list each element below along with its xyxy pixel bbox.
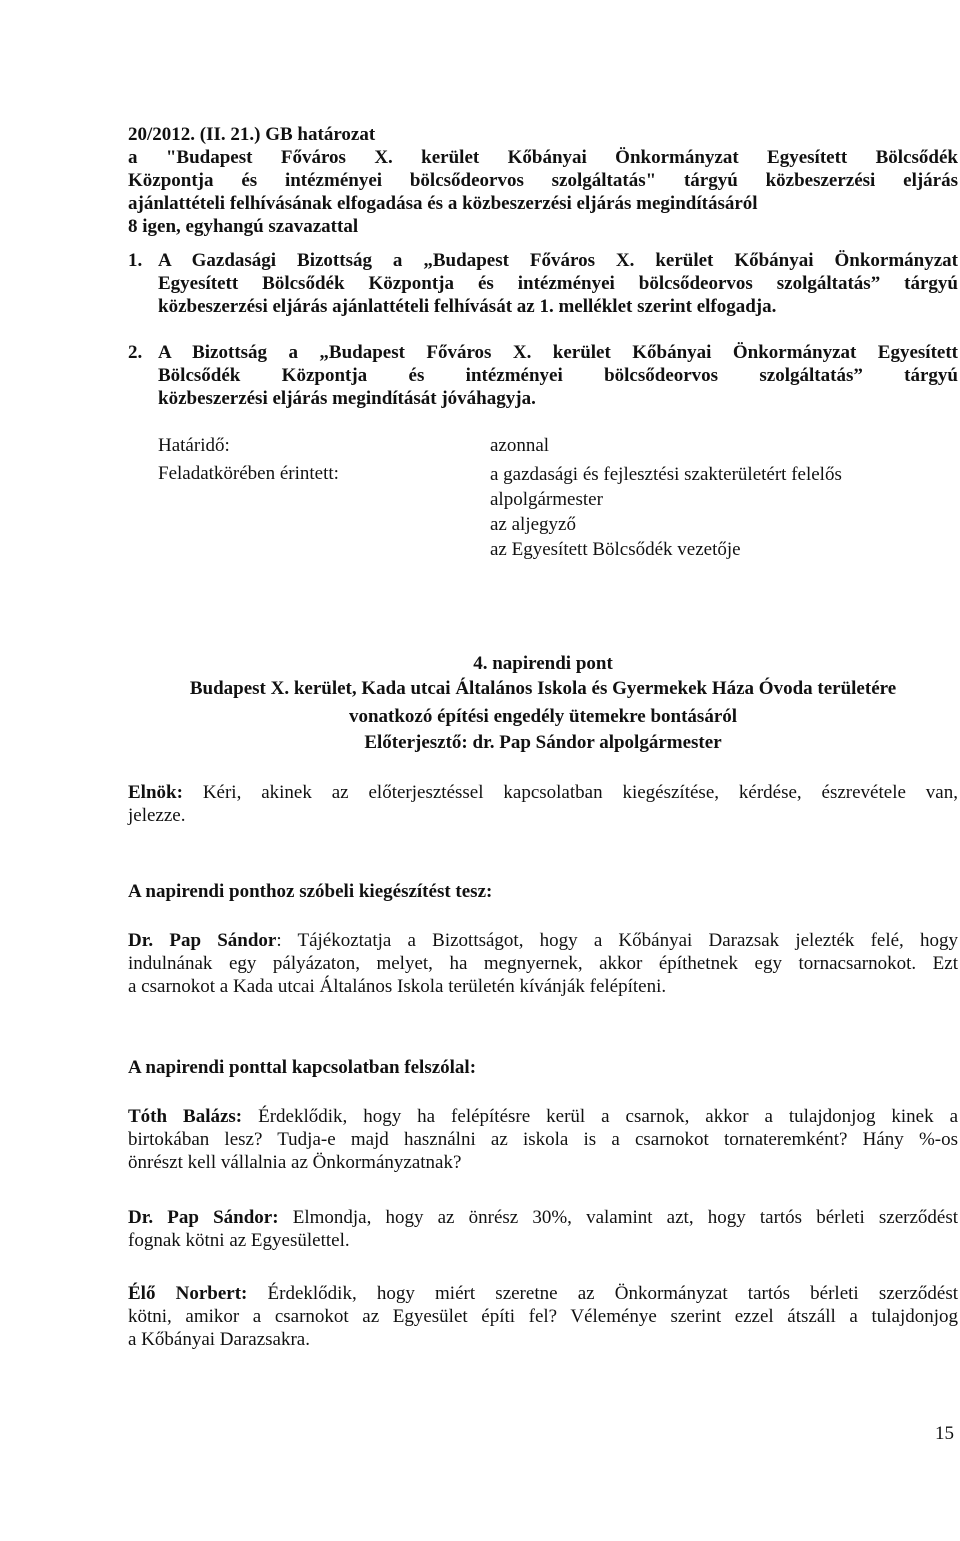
resolution-title-line: Központja és intézményei bölcsődeorvos szolgáltatás" tárgyú közbeszerzési eljárás	[128, 170, 958, 191]
elo-paragraph	[128, 1282, 958, 1351]
deadline-value: azonnal	[490, 435, 550, 456]
agenda-heading: 4. napirendi pont	[473, 653, 613, 674]
paragraph-text: Elmondja, hogy az önrész 30%, valamint azt, hogy tartós bérleti szerződést	[292, 1207, 959, 1228]
speaker-name: Dr. Pap Sándor	[128, 930, 277, 951]
toth-paragraph	[128, 1105, 958, 1174]
paragraph-text: Érdeklődik, hogy ha felépítésre kerül a csarnok, akkor a tulajdonjog kinek a	[258, 1106, 958, 1127]
responsible-item: a gazdasági és fejlesztési szakterületért felelős	[490, 464, 842, 485]
paragraph-text: Kéri, akinek az előterjesztéssel kapcsolatban kiegészítése, kérdése, észrevétele van,	[202, 782, 958, 803]
pap-paragraph-2	[128, 1206, 958, 1252]
speaker-name: Élő Norbert:	[128, 1283, 248, 1304]
resolution-header	[128, 123, 958, 238]
paragraph-text: jelezze.	[128, 805, 186, 826]
section-heading: A napirendi ponttal kapcsolatban felszólal:	[128, 1057, 477, 1078]
paragraph-text: a csarnokot a Kada utcai Általános Iskola területén kívánják felépíteni.	[128, 976, 667, 997]
paragraph-text: kötni, amikor a csarnokot az Egyesület építi fel? Véleménye szerint ezzel átszáll a tulajdonjog	[128, 1306, 958, 1327]
paragraph-text: fognak kötni az Egyesülettel.	[128, 1230, 350, 1251]
chair-paragraph	[128, 781, 958, 827]
speaker-name: Dr. Pap Sándor:	[128, 1207, 279, 1228]
agenda-title-line: Budapest X. kerület, Kada utcai Általános Iskola és Gyermekek Háza Óvoda területére	[189, 678, 897, 699]
decision-2	[128, 341, 958, 410]
responsible-item: az Egyesített Bölcsődék vezetője	[490, 539, 741, 560]
paragraph-text: birtokában lesz? Tudja-e majd használni az iskola is a csarnokot tornateremként? Hány %-os	[128, 1129, 958, 1150]
pap-paragraph-1: Dr. Pap Sándor: Tájékoztatja a Bizottságot, hogy a Kőbányai Darazsak jelezték felé, hogy indulnának egy pályázaton, melyet, ha megnyernek, akkor építhetnek egy tornacsarnokot. Ezt a csarnokot a Kada utcai Általános Iskola területén kívánják felépíteni.	[128, 930, 958, 997]
responsible-item: alpolgármester	[490, 489, 603, 510]
speaker-name: Elnök:	[128, 782, 183, 803]
resolution-title-line: ajánlattételi felhívásának elfogadása és a közbeszerzési eljárás megindításáról	[128, 193, 758, 214]
decision-line: közbeszerzési eljárás megindítását jóváhagyja.	[158, 388, 536, 409]
deadline-label: Határidő:	[158, 435, 230, 456]
agenda-presenter: Előterjesztő: dr. Pap Sándor alpolgármester	[364, 732, 722, 753]
vote-result: 8 igen, egyhangú szavazattal	[128, 216, 359, 237]
responsible-item: az aljegyző	[490, 514, 576, 535]
decision-1	[128, 249, 958, 318]
decision-number: 1.	[128, 250, 143, 271]
paragraph-text: önrészt kell vállalnia az Önkormányzatnak?	[128, 1152, 462, 1173]
decision-line: Egyesített Bölcsődék Központja és intézményei bölcsődeorvos szolgáltatás” tárgyú	[158, 273, 958, 294]
decision-line: A Bizottság a „Budapest Főváros X. kerület Kőbányai Önkormányzat Egyesített	[158, 342, 958, 363]
paragraph-text: Tájékoztatja a Bizottságot, hogy a Kőbányai Darazsak jelezték felé, hogy	[297, 930, 958, 951]
decision-number: 2.	[128, 342, 143, 363]
decision-line: Bölcsődék Központja és intézményei bölcsődeorvos szolgáltatás” tárgyú	[158, 365, 958, 386]
paragraph-text: indulnának egy pályázaton, melyet, ha megnyernek, akkor építhetnek egy tornacsarnokot. Ezt	[128, 953, 958, 974]
section-heading: A napirendi ponthoz szóbeli kiegészítést tesz:	[128, 881, 493, 902]
speaker-name: Tóth Balázs:	[128, 1106, 243, 1127]
paragraph-text: a Kőbányai Darazsakra.	[128, 1329, 310, 1350]
resolution-id: 20/2012. (II. 21.) GB határozat	[128, 124, 376, 145]
page-number: 15	[935, 1423, 954, 1444]
decision-line: közbeszerzési eljárás ajánlattételi felhívását az 1. melléklet szerint elfogadja.	[158, 296, 777, 317]
agenda-title-line: vonatkozó építési engedély ütemekre bontásáról	[348, 706, 738, 727]
responsible-label: Feladatkörében érintett:	[158, 463, 339, 484]
resolution-title-line: a "Budapest Főváros X. kerület Kőbányai Önkormányzat Egyesített Bölcsődék	[128, 147, 958, 168]
responsible-list	[490, 462, 842, 562]
paragraph-text: Érdeklődik, hogy miért szeretne az Önkormányzat tartós bérleti szerződést	[267, 1283, 958, 1304]
decision-line: A Gazdasági Bizottság a „Budapest Főváros X. kerület Kőbányai Önkormányzat	[158, 250, 958, 271]
